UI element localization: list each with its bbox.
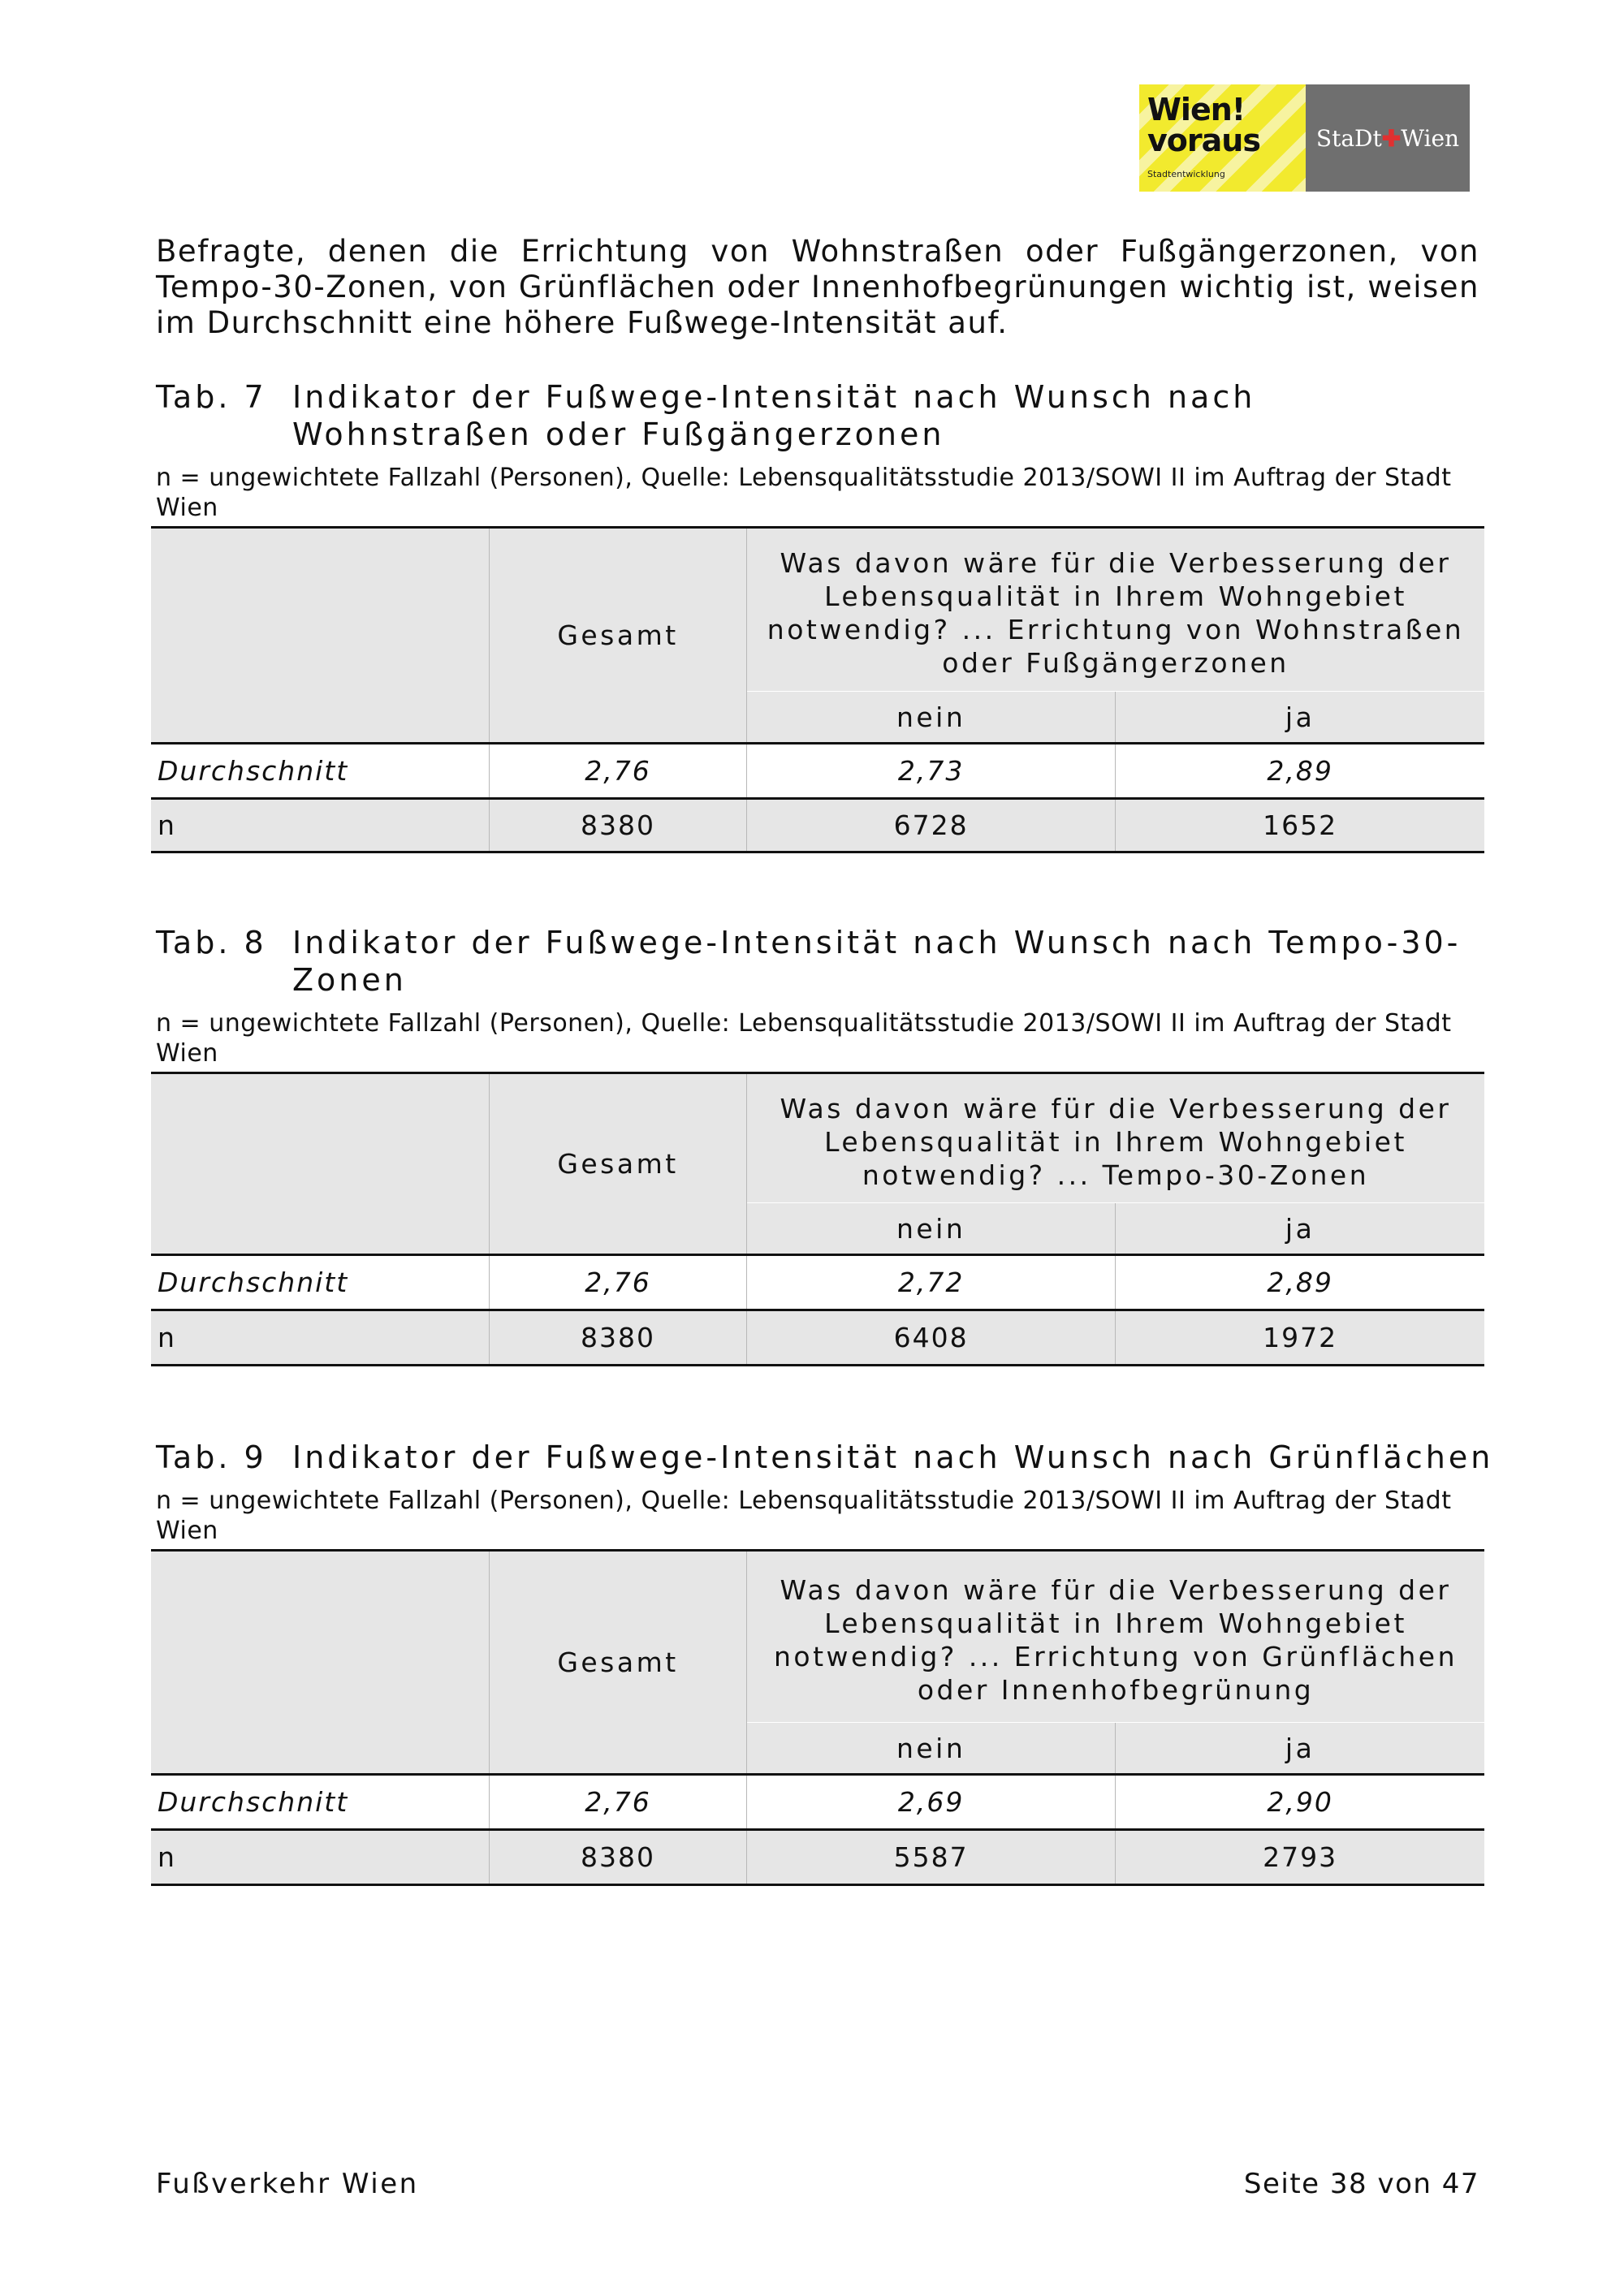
header-no: nein bbox=[747, 1203, 1116, 1255]
logo-line-1: Wien! bbox=[1147, 92, 1246, 127]
header-total: Gesamt bbox=[490, 528, 747, 744]
cell-n-yes: 1652 bbox=[1116, 799, 1484, 852]
cell-n-total: 8380 bbox=[490, 1310, 747, 1366]
header-no: nein bbox=[747, 692, 1116, 744]
cell-average-yes: 2,90 bbox=[1116, 1775, 1484, 1830]
cell-n-total: 8380 bbox=[490, 1830, 747, 1885]
cell-average-no: 2,73 bbox=[747, 744, 1116, 799]
header-yes: ja bbox=[1116, 1203, 1484, 1255]
stadt-wien-logo bbox=[1306, 84, 1470, 192]
table-number: Tab. 8 bbox=[156, 925, 267, 960]
cross-icon: ✚ bbox=[1381, 124, 1402, 152]
cell-average-yes: 2,89 bbox=[1116, 744, 1484, 799]
cell-n-no: 5587 bbox=[747, 1830, 1116, 1885]
cell-n-no: 6408 bbox=[747, 1310, 1116, 1366]
cell-n-no: 6728 bbox=[747, 799, 1116, 852]
footer-title: Fußverkehr Wien bbox=[156, 2168, 419, 2200]
cell-average-total: 2,76 bbox=[490, 1255, 747, 1310]
cell-average-no: 2,69 bbox=[747, 1775, 1116, 1830]
logo-subline: Stadtentwicklung bbox=[1147, 169, 1225, 179]
cell-average-total: 2,76 bbox=[490, 1775, 747, 1830]
header-empty-cell bbox=[151, 528, 490, 744]
table-9 bbox=[151, 1549, 1484, 1886]
cell-n-yes: 2793 bbox=[1116, 1830, 1484, 1885]
header-total: Gesamt bbox=[490, 1073, 747, 1255]
table-7 bbox=[151, 526, 1484, 853]
header-total: Gesamt bbox=[490, 1551, 747, 1775]
table-title: Indikator der Fußwege-Intensität nach Wunsch nach Wohnstraßen oder Fußgängerzonen bbox=[292, 379, 1256, 452]
table-8-note: n = ungewichtete Fallzahl (Personen), Quelle: Lebensqualitätsstudie 2013/SOWI II im Auftrag der Stadt Wien bbox=[156, 1009, 1452, 1068]
cell-average-no: 2,72 bbox=[747, 1255, 1116, 1310]
cell-average-total: 2,76 bbox=[490, 744, 747, 799]
table-title: Indikator der Fußwege-Intensität nach Wunsch nach Tempo-30-Zonen bbox=[292, 925, 1462, 998]
row-label-n: n bbox=[158, 1322, 176, 1353]
cell-n-yes: 1972 bbox=[1116, 1310, 1484, 1366]
row-label-average: Durchschnitt bbox=[158, 755, 349, 787]
page-number: Seite 38 von 47 bbox=[1243, 2168, 1479, 2200]
header-empty-cell bbox=[151, 1073, 490, 1255]
table-number: Tab. 9 bbox=[156, 1439, 267, 1475]
stadt-wien-logo-text-a: StaDt bbox=[1315, 124, 1382, 152]
intro-paragraph: Befragte, denen die Errichtung von Wohnstraßen oder Fußgängerzonen, von Tempo-30-Zonen, von Grünflächen oder Innenhofbegrünungen wichtig ist, weisen im Durchschnitt eine höhere Fußwege-Intensität auf. bbox=[156, 234, 1479, 340]
row-label-n: n bbox=[158, 1841, 176, 1873]
header-question: Was davon wäre für die Verbesserung der Lebensqualität in Ihrem Wohngebiet notwendig? ... Errichtung von Grünflächen oder Innenhofbegrünung bbox=[747, 1551, 1485, 1723]
table-7-note: n = ungewichtete Fallzahl (Personen), Quelle: Lebensqualitätsstudie 2013/SOWI II im Auftrag der Stadt Wien bbox=[156, 464, 1452, 522]
table-8 bbox=[151, 1072, 1484, 1366]
header-yes: ja bbox=[1116, 1723, 1484, 1775]
cell-n-total: 8380 bbox=[490, 799, 747, 852]
row-label-average: Durchschnitt bbox=[158, 1786, 349, 1818]
table-number: Tab. 7 bbox=[156, 379, 267, 415]
header-question: Was davon wäre für die Verbesserung der Lebensqualität in Ihrem Wohngebiet notwendig? ... Errichtung von Wohnstraßen oder Fußgängerzonen bbox=[747, 528, 1485, 692]
wien-voraus-logo bbox=[1139, 84, 1306, 192]
table-title: Indikator der Fußwege-Intensität nach Wunsch nach Grünflächen bbox=[292, 1439, 1494, 1475]
header-no: nein bbox=[747, 1723, 1116, 1775]
cell-average-yes: 2,89 bbox=[1116, 1255, 1484, 1310]
header-empty-cell bbox=[151, 1551, 490, 1775]
header-question: Was davon wäre für die Verbesserung der Lebensqualität in Ihrem Wohngebiet notwendig? ... Tempo-30-Zonen bbox=[747, 1073, 1485, 1203]
row-label-average: Durchschnitt bbox=[158, 1267, 349, 1298]
stadt-wien-logo-text-b: Wien bbox=[1401, 124, 1460, 152]
table-9-note: n = ungewichtete Fallzahl (Personen), Quelle: Lebensqualitätsstudie 2013/SOWI II im Auftrag der Stadt Wien bbox=[156, 1487, 1452, 1545]
header-yes: ja bbox=[1116, 692, 1484, 744]
row-label-n: n bbox=[158, 809, 176, 841]
logo-line-2: voraus bbox=[1147, 123, 1260, 158]
header-logo bbox=[1139, 84, 1470, 192]
